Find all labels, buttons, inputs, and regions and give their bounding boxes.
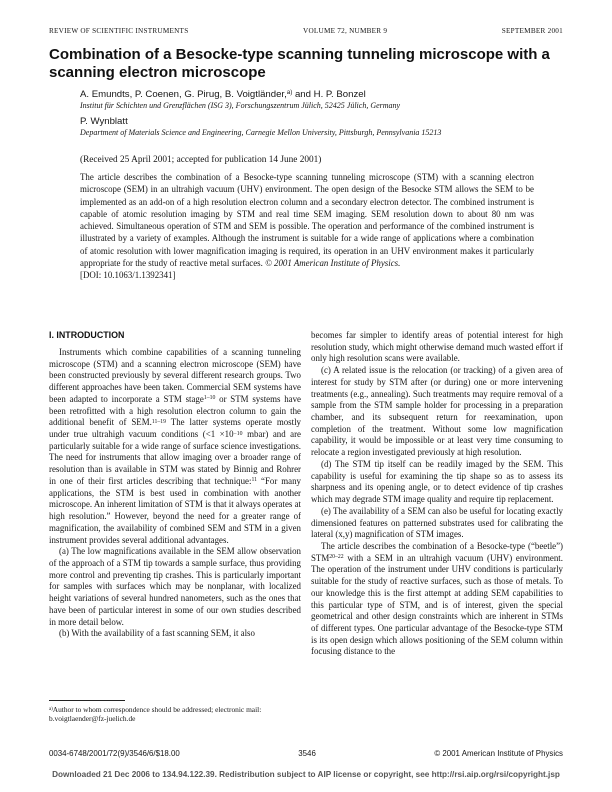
affiliation-2: Department of Materials Science and Engineering, Carnegie Mellon University, Pittsburgh, Pennsylvania 15213: [80, 128, 442, 137]
paragraph: (b) With the availability of a fast scanning SEM, it also: [59, 628, 255, 639]
download-notice: Downloaded 21 Dec 2006 to 134.94.122.39. Redistribution subject to AIP license or copyright, see http://rsi.aip.org/rsi/copyright.jsp: [52, 770, 560, 779]
footer-copyright: © 2001 American Institute of Physics: [434, 749, 563, 758]
footnote: [49, 700, 301, 724]
volume-issue: VOLUME 72, NUMBER 9: [303, 27, 388, 35]
two-column-body: [49, 330, 563, 742]
author-list: A. Emundts, P. Coenen, G. Pirug, B. Voigtländer,$^{a)}$ and H. P. Bonzel: [80, 89, 366, 100]
abstract-text: The article describes the combination of a Besocke-type scanning tunneling microscope (STM) with a scanning electron microscope (SEM) in an ultrahigh vacuum (UHV) environment. The open design of the Besocke STM allows the SEM to be implemented as an add-on of a high resolution electron column and a secondary electron detector. The combined instrument is capable of atomic resolution imaging by STM and real time SEM imaging. SEM resolution down to about 80 nm was achieved. Simultaneous operation of STM and SEM is possible. The operation and performance of the combined instrument is illustrated by a variety of examples. Although the instrument is suitable for a wide range of applications where a combination of atomic resolution with lower magnification imaging is required, its operation in an UHV environment makes it particularly appropriate for the study of reactive metal surfaces.: [80, 172, 534, 269]
right-column: [311, 330, 563, 742]
paragraph: becomes far simpler to identify areas of potential interest for high resolution study, which might otherwise demand much wasted effort if only high resolution scans were available.: [311, 330, 563, 364]
paragraph: The article describes the combination of a Besocke-type (“beetle”) STM$^{20-22}$ with a SEM in an ultrahigh vacuum (UHV) environment. The operation of the instrument under UHV conditions is particularly suitable for the study of reactive surfaces, such as those of metals. To our knowledge this is the first attempt at adding SEM capabilities to this particular type of STM, and is of interest, given the special geometrical and other design constraints which are inherent in STMs of different types. One particular advantage of the Besocke-type STM is its open design which allows positioning of the SEM column within focusing distance to the: [311, 540, 563, 657]
footnote-text: $^{a)}$Author to whom correspondence should be addressed; electronic mail: b.voigtlaender@fz-juelich.de: [49, 705, 262, 724]
paragraph: (e) The availability of a SEM can also be useful for locating exactly dimensioned features on patterned substrates used for calibrating the lateral (x,y) magnification of STM images.: [311, 505, 563, 540]
author-2: P. Wynblatt: [80, 116, 128, 127]
issn-price-code: 0034-6748/2001/72(9)/3546/6/$18.00: [49, 749, 180, 758]
abstract-copyright: © 2001 American Institute of Physics.: [265, 258, 401, 269]
paragraph: (a) The low magnifications available in the SEM allow observation of the approach of a STM tip towards a sample surface, thus providing more control and preventing tip crashes. This is particularly important for samples with surfaces which may be nonplanar, with localized height variations of several hundred nanometers, such as the ones that have been of particular interest in some of our own studies described in more detail below.: [49, 546, 301, 627]
paragraph: (c) A related issue is the relocation (or tracking) of a given area of interest for study by STM after (or during) one or more intervening treatments (e.g., annealing). Such treatments may require removal of a sample from the STM sample holder for processing in a preparation chamber, and its subsequent return for reexamination, upon completion of the treatment. Without some low magnification capability, it would be impossible or at least very time consuming to relocate a region investigated previously at high resolution.: [311, 365, 563, 458]
section-heading-introduction: I. INTRODUCTION: [49, 330, 125, 340]
journal-name: REVIEW OF SCIENTIFIC INSTRUMENTS: [49, 27, 189, 35]
paragraph: Instruments which combine capabilities of a scanning tunneling microscope (STM) and a scanning electron microscope (SEM) have been constructed previously by several different research groups. Two different approaches have been taken. Commercial SEM systems have been adapted to incorporate a STM stage$^{1-10}$ or STM systems have been retrofitted with a high resolution electron column to gain the additional benefit of SEM.$^{11-19}$ The latter systems operate mostly under true ultrahigh vacuum conditions ($<1 \times 10^{-10}$ mbar) and are particularly suitable for a wide range of surface science investigations. The need for instruments that allow imaging over a broader range of resolution than is available in STM was stated by Binnig and Rohrer in one of their first articles describing that technique:$^{11}$ “For many applications, the STM is best used in combination with another microscope. An inherent limitation of STM is that it always operates at high resolution.” However, beyond the need for a greater range of magnification, the availability of combined SEM and STM in a given instrument provides several additional advantages.: [49, 347, 301, 545]
running-head: [49, 27, 563, 35]
article-title: Combination of a Besocke-type scanning tunneling microscope with a scanning electron microscope: [49, 46, 550, 81]
abstract-block: [80, 171, 534, 282]
affiliation-1: Institut für Schichten und Grenzflächen (ISG 3), Forschungszentrum Jülich, 52425 Jülich, Germany: [80, 101, 401, 110]
left-column: [49, 330, 301, 742]
page-footer: [49, 749, 563, 758]
doi-line: [DOI: 10.1063/1.1392341]: [80, 270, 176, 281]
received-line: (Received 25 April 2001; accepted for publication 14 June 2001): [80, 155, 322, 165]
page-number: 3546: [298, 749, 316, 758]
footnote-rule: [49, 700, 125, 701]
issue-date: SEPTEMBER 2001: [501, 27, 563, 35]
paragraph: (d) The STM tip itself can be readily imaged by the SEM. This capability is useful for examining the tip shape so as to assess its sharpness and its opening angle, or to detect evidence of tip crashes which may degrade STM image quality and require tip replacement.: [311, 458, 563, 505]
